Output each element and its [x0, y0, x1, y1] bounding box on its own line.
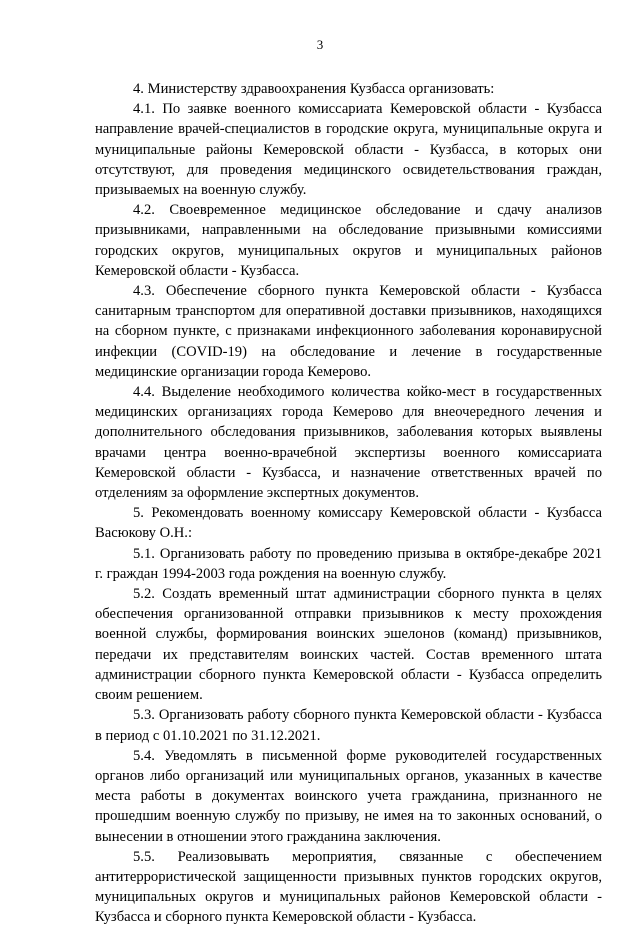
paragraph-5-4: 5.4. Уведомлять в письменной форме руководителей государственных органов либо организаций или муниципальных органов, указанных в качестве места работы в документах воинского учета гражданина, признанного не прошедшим военную службу по призыву, не имея на то законных оснований, о вынесении в отношении этого гражданина заключения.	[95, 747, 602, 845]
paragraph-4-2: 4.2. Своевременное медицинское обследование и сдачу анализов призывниками, направленными на обследование призывными комиссиями городских округов, муниципальных округов и муниципальных районов Кемеровской области - Кузбасса.	[95, 202, 602, 279]
document-body	[95, 79, 602, 928]
paragraph-5-3: 5.3. Организовать работу сборного пункта Кемеровской области - Кузбасса в период с 01.10.2021 по 31.12.2021.	[95, 707, 602, 744]
paragraph-4-4: 4.4. Выделение необходимого количества койко-мест в государственных медицинских организациях города Кемерово для внеочередного лечения и дополнительного обследования призывников, заболевания которых выявлены врачами центра военно-врачебной экспертизы военного комиссариата Кемеровской области - Кузбасса, и назначение ответственных врачей по отделениям за оформление экспертных документов.	[95, 384, 602, 502]
paragraph-4: 4. Министерству здравоохранения Кузбасса организовать:	[133, 81, 495, 97]
paragraph-4-1: 4.1. По заявке военного комиссариата Кемеровской области - Кузбасса направление врачей-специалистов в городские округа, муниципальные округа и муниципальные районы Кемеровской области - Кузбасса, в которых они отсутствуют, для проведения медицинского освидетельствования граждан, призываемых на военную службу.	[95, 101, 602, 199]
paragraph-4-3: 4.3. Обеспечение сборного пункта Кемеровской области - Кузбасса санитарным транспортом для оперативной доставки призывников, находящихся на сборном пункте, с признаками инфекционного заболевания коронавирусной инфекции (COVID-19) на обследование и лечение в государственные медицинские организации города Кемерово.	[95, 283, 602, 380]
paragraph-5: 5. Рекомендовать военному комиссару Кемеровской области - Кузбасса Васюкову О.Н.:	[95, 505, 602, 542]
paragraph-5-1: 5.1. Организовать работу по проведению призыва в октябре-декабре 2021 г. граждан 1994-2003 года рождения на военную службу.	[95, 545, 602, 582]
paragraph-5-2: 5.2. Создать временный штат администрации сборного пункта в целях обеспечения организованной отправки призывников к месту прохождения военной службы, формирования воинских эшелонов (команд) призывников, передачи их представителям воинских частей. Состав временного штата администрации сборного пункта Кемеровской области - Кузбасса определить своим решением.	[95, 586, 602, 704]
paragraph-5-5: 5.5. Реализовывать мероприятия, связанные с обеспечением антитеррористической защищенности призывных пунктов городских округов, муниципальных округов и муниципальных районов Кемеровской области - Кузбасса и сборного пункта Кемеровской области - Кузбасса.	[95, 848, 602, 926]
page-number: 3	[316, 37, 324, 52]
